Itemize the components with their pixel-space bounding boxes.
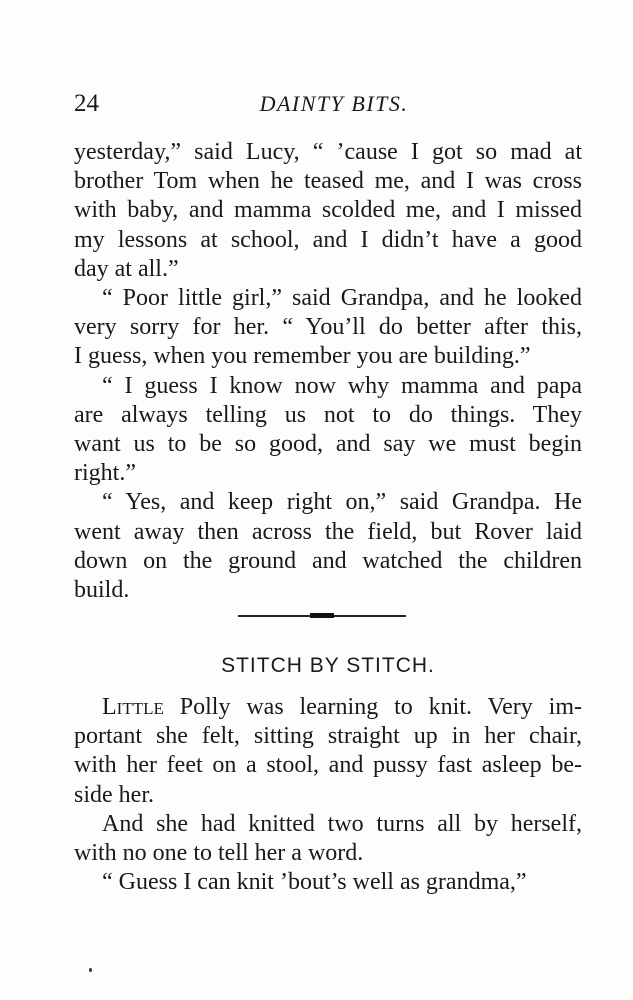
- text-line: portant she felt, sitting straight up in her chair,: [74, 723, 582, 750]
- text-line: I guess, when you remember you are building.”: [74, 343, 531, 370]
- ink-speck: [89, 968, 92, 972]
- opening-word: Little: [102, 694, 164, 720]
- text-line: my lessons at school, and I didn’t have a good: [74, 226, 582, 253]
- text-line: right.”: [74, 460, 136, 487]
- text-line: with no one to tell her a word.: [74, 840, 364, 867]
- text-line: build.: [74, 577, 130, 604]
- story-text-continued: [74, 138, 582, 605]
- text-line: went away then across the field, but Rover laid: [74, 518, 582, 545]
- text-line: “ Guess I can knit ’bout’s well as grandma,”: [102, 869, 527, 896]
- text-line: down on the ground and watched the children: [74, 547, 582, 574]
- text-line: And she had knitted two turns all by herself,: [102, 810, 582, 837]
- text-line: want us to be so good, and say we must begin: [74, 431, 582, 458]
- text-line: with baby, and mamma scolded me, and I missed: [74, 197, 582, 224]
- text-line: “ Poor little girl,” said Grandpa, and he looked: [102, 285, 582, 312]
- running-head: [74, 88, 582, 120]
- text-line: side her.: [74, 781, 154, 808]
- story-text-new: [74, 693, 582, 897]
- section-divider-ornament: [238, 613, 406, 619]
- page-number: 24: [74, 90, 99, 117]
- text-line: [74, 693, 582, 722]
- text-line: yesterday,” said Lucy, “ ’cause I got so mad at: [74, 139, 582, 165]
- text-line: brother Tom when he teased me, and I was cross: [74, 168, 582, 195]
- text-line: very sorry for her. “ You’ll do better after this,: [74, 314, 582, 341]
- text-line: with her feet on a stool, and pussy fast asleep be-: [74, 752, 582, 779]
- section-title: STITCH BY STITCH.: [221, 654, 435, 677]
- text-line: day at all.”: [74, 255, 179, 282]
- divider-center-bar: [310, 613, 334, 618]
- text-line: “ I guess I know now why mamma and papa: [102, 372, 582, 399]
- text-line: “ Yes, and keep right on,” said Grandpa. He: [102, 489, 582, 516]
- book-title: DAINTY BITS.: [259, 91, 409, 116]
- text-line: are always telling us not to do things. They: [74, 401, 582, 428]
- text-line-rest: Polly was learning to knit. Very im-: [163, 694, 582, 720]
